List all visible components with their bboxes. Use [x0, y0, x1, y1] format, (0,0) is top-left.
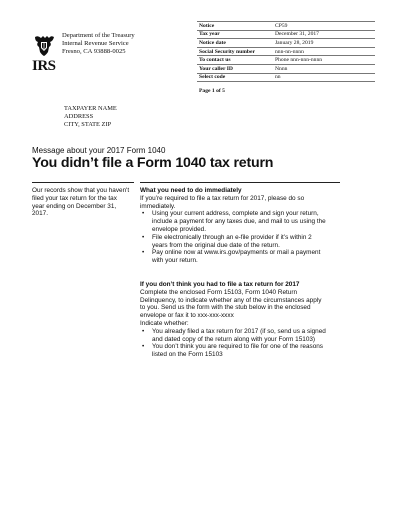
table-label: Your caller ID — [197, 64, 273, 73]
section-body-line: to you. Send us the form with the stub below in the enclosed — [140, 304, 311, 312]
bullet-icon: • — [142, 343, 145, 351]
table-row — [197, 22, 375, 31]
list-item — [140, 234, 340, 250]
summary-line: Our records show that you haven't — [32, 187, 130, 194]
table-value: Phone nnn-nnn-nnnn — [273, 56, 375, 65]
section-intro-line: immediately. — [140, 202, 176, 210]
summary-text — [32, 187, 136, 218]
table-row — [197, 47, 375, 56]
table-value: nn — [273, 73, 375, 82]
irs-eagle-icon — [32, 33, 56, 57]
section-body-line: Delinquency, to indicate whether any of the circumstances apply — [140, 296, 322, 304]
list-item-line: with your return. — [152, 257, 198, 265]
table-label: Select code — [197, 73, 273, 82]
section-heading: If you don’t think you had to file a tax return for 2017 — [140, 281, 300, 288]
list-item-line: Using your current address, complete and sign your return, — [152, 210, 319, 218]
table-row — [197, 30, 375, 39]
irs-logo-text: IRS — [32, 58, 56, 74]
section-heading: What you need to do immediately — [140, 187, 242, 194]
table-value: nnn-nn-nnnn — [273, 47, 375, 56]
section-what-to-do — [140, 187, 340, 265]
table-label: Social Security number — [197, 47, 273, 56]
table-label: To contact us — [197, 56, 273, 65]
table-value: CP59 — [273, 22, 375, 31]
bullet-icon: • — [142, 233, 145, 241]
bullet-icon: • — [142, 327, 145, 335]
table-row — [197, 64, 375, 73]
table-value: December 31, 2017 — [273, 30, 375, 39]
section-body-line: Complete the enclosed Form 15103, Form 1040 Return — [140, 288, 298, 296]
action-list — [140, 210, 340, 265]
summary-line: year ending on December 31, — [32, 202, 117, 210]
bullet-icon: • — [142, 249, 145, 257]
message-subtitle: Message about your 2017 Form 1040 — [32, 146, 166, 155]
list-item-line: Pay online now at www.irs.gov/payments or mail a payment — [152, 249, 321, 257]
address-line: ADDRESS — [64, 113, 94, 120]
list-item — [140, 328, 340, 344]
summary-line: filed your tax return for the tax — [32, 194, 117, 202]
list-item-line: years from the original due date of the return. — [152, 241, 280, 249]
address-line: TAXPAYER NAME — [64, 105, 117, 112]
page-indicator: Page 1 of 5 — [199, 88, 225, 94]
list-item — [140, 210, 340, 233]
section-if-not-required — [140, 281, 340, 359]
table-label: Tax year — [197, 30, 273, 39]
list-item-line: File electronically through an e-file provider if it’s within 2 — [152, 233, 312, 241]
table-row — [197, 39, 375, 48]
list-item-line: listed on the Form 15103 — [152, 351, 223, 359]
taxpayer-address — [64, 105, 117, 129]
list-item — [140, 249, 340, 265]
list-item-line: envelope provided. — [152, 225, 207, 233]
agency-address — [62, 32, 135, 56]
section-divider — [140, 182, 340, 183]
section-body-line: Indicate whether: — [140, 319, 189, 327]
page-title: You didn’t file a Form 1040 tax return — [32, 155, 274, 171]
table-value: Nnnn — [273, 64, 375, 73]
indicate-list — [140, 328, 340, 359]
section-intro-line: If you’re required to file a tax return for 2017, please do so — [140, 194, 305, 202]
irs-logo — [32, 33, 58, 73]
list-item-line: include a payment for any taxes due, and mail to us using the — [152, 218, 326, 226]
address-line: CITY, STATE ZIP — [64, 121, 112, 128]
list-item-line: You already filed a tax return for 2017 (if so, send us a signed — [152, 327, 326, 335]
table-value: January 28, 2019 — [273, 39, 375, 48]
agency-line: Fresno, CA 93888-0025 — [62, 48, 126, 55]
section-body-line: envelope or fax it to xxx-xxx-xxxx — [140, 312, 234, 320]
agency-line: Internal Revenue Service — [62, 40, 129, 47]
table-row — [197, 56, 375, 65]
table-row — [197, 73, 375, 82]
table-label: Notice — [197, 22, 273, 31]
list-item — [140, 343, 340, 359]
summary-line: 2017. — [32, 210, 48, 218]
bullet-icon: • — [142, 210, 145, 218]
list-item-line: and dated copy of the return along with your Form 15103) — [152, 335, 316, 343]
table-label: Notice date — [197, 39, 273, 48]
agency-line: Department of the Treasury — [62, 32, 135, 39]
notice-info-table — [197, 21, 375, 82]
section-divider — [32, 182, 134, 183]
list-item-line: You don’t think you are required to file for one of the reasons — [152, 343, 324, 351]
